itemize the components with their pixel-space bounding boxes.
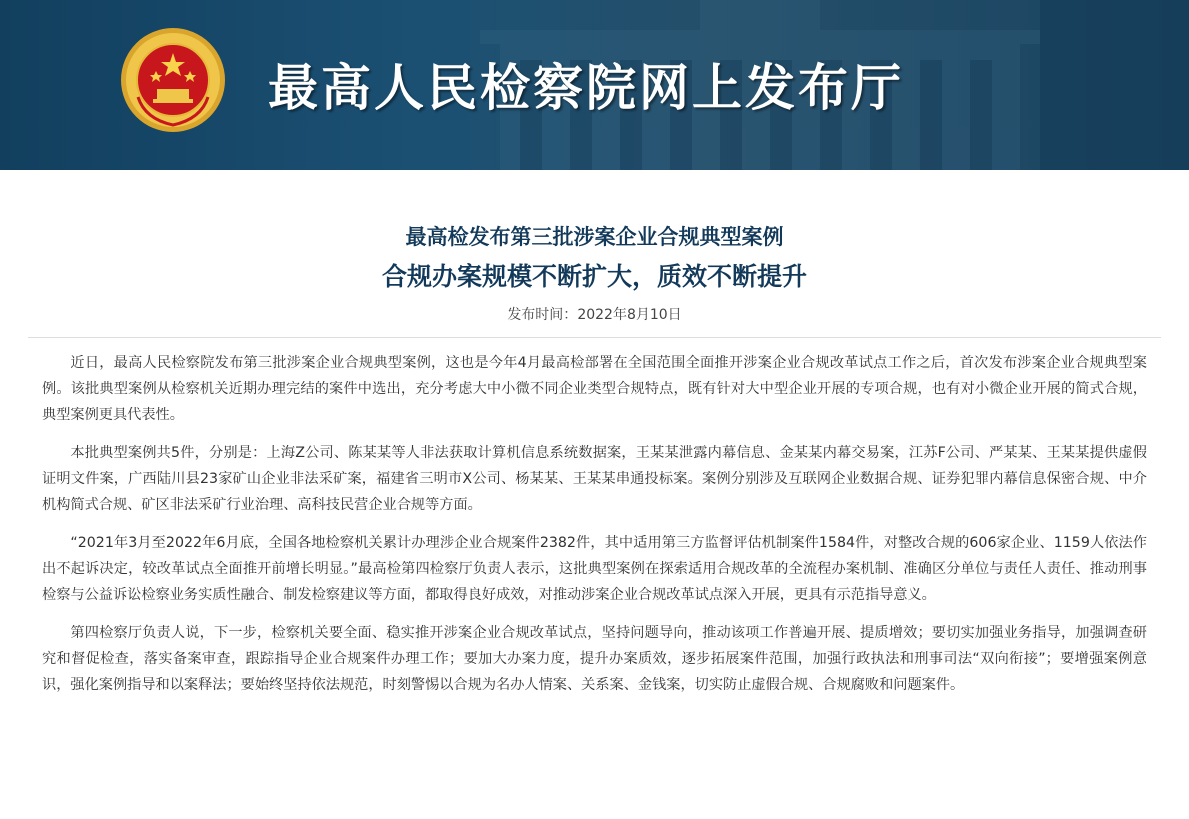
site-title: 最高人民检察院网上发布厅 bbox=[268, 58, 904, 117]
paragraph: 第四检察厅负责人说，下一步，检察机关要全面、稳实推开涉案企业合规改革试点，坚持问题导向，推动该项工作普遍开展、提质增效；要切实加强业务指导，加强调查研究和督促检查，落实备案审查，跟踪指导企业合规案件办理工作；要加大办案力度，提升办案质效，逐步拓展案件范围，加强行政执法和刑事司法“双向衔接”；要增强案例意识，强化案例指导和以案释法；要始终坚持依法规范，时刻警惕以合规为名办人情案、关系案、金钱案，切实防止虚假合规、合规腐败和问题案件。 bbox=[42, 625, 1147, 693]
article-subtitle: 合规办案规模不断扩大，质效不断提升 bbox=[381, 262, 807, 291]
paragraph: 本批典型案例共5件，分别是：上海Z公司、陈某某等人非法获取计算机信息系统数据案，王某某泄露内幕信息、金某某内幕交易案，江苏F公司、严某某、王某某提供虚假证明文件案，广西陆川县23家矿山企业非法采矿案，福建省三明市X公司、杨某某、王某某串通投标案。案例分别涉及互联网企业数据合规、证券犯罪内幕信息保密合规、中介机构简式合规、矿区非法采矿行业治理、高科技民营企业合规等方面。 bbox=[42, 445, 1147, 513]
article-header bbox=[0, 224, 1189, 324]
publish-meta bbox=[0, 306, 1189, 324]
paragraph: 近日，最高人民检察院发布第三批涉案企业合规典型案例，这也是今年4月最高检部署在全国范围全面推开涉案企业合规改革试点工作之后，首次发布涉案企业合规典型案例。该批典型案例从检察机关近期办理完结的案件中选出，充分考虑大中小微不同企业类型合规特点，既有针对大中型企业开展的专项合规，也有对小微企业开展的简式合规，典型案例更具代表性。 bbox=[42, 355, 1147, 423]
publish-label: 发布时间： bbox=[507, 307, 578, 323]
paragraph: “2021年3月至2022年6月底，全国各地检察机关累计办理涉企业合规案件2382件，其中适用第三方监督评估机制案件1584件，对整改合规的606家企业、1159人依法作出不起诉决定，较改革试点全面推开前增长明显。”最高检第四检察厅负责人表示，这批典型案例在探索适用合规改革的全流程办案机制、准确区分单位与责任人责任、推动刑事检察与公益诉讼检察业务实质性融合、制发检察建议等方面，都取得良好成效，对推动涉案企业合规改革试点深入开展，更具有示范指导意义。 bbox=[42, 535, 1147, 603]
article-body bbox=[0, 350, 1189, 698]
procuratorate-emblem-icon bbox=[120, 27, 226, 133]
article-title: 最高检发布第三批涉案企业合规典型案例 bbox=[405, 225, 784, 249]
divider bbox=[28, 337, 1161, 338]
site-banner bbox=[0, 0, 1189, 170]
publish-date: 2022年8月10日 bbox=[577, 307, 682, 323]
